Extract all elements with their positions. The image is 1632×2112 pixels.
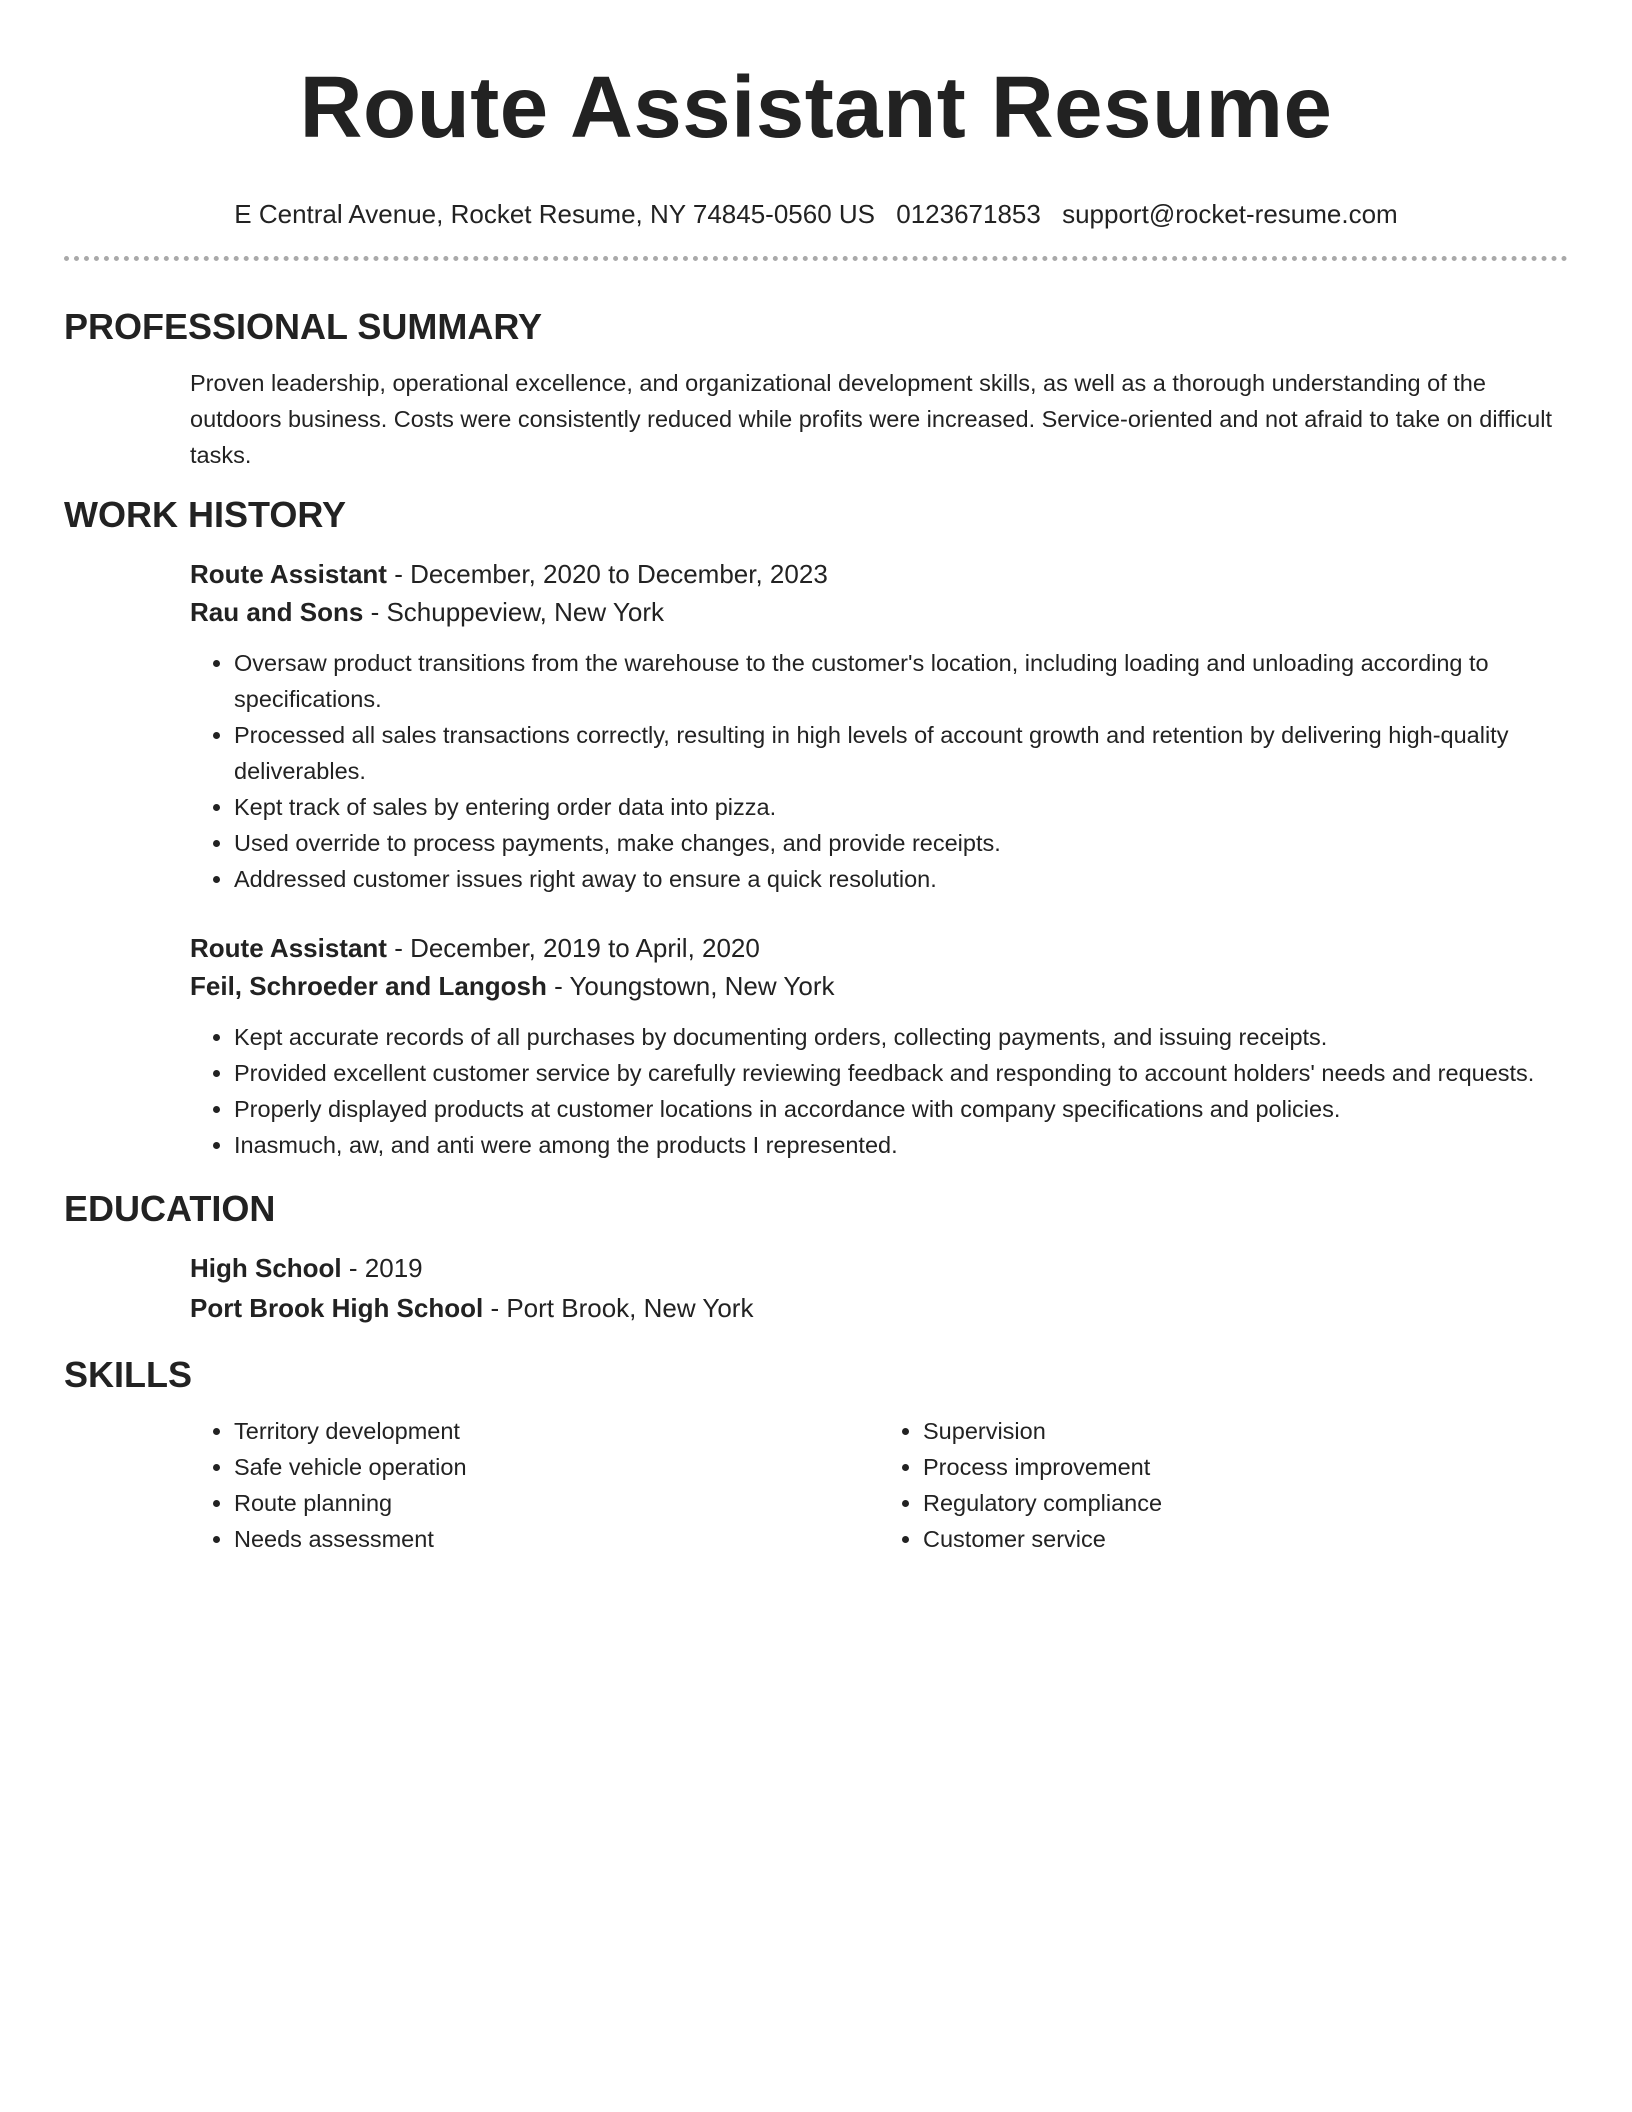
job-bullet: • Addressed customer issues right away to ensure a quick resolution. <box>234 861 1568 897</box>
education-degree: High School <box>190 1253 342 1283</box>
education-school: Port Brook High School <box>190 1293 484 1323</box>
job-title-line <box>190 555 1568 593</box>
skill-item: • Territory development <box>234 1413 879 1449</box>
summary-text: Proven leadership, operational excellence, and organizational development skills, as well as a thorough understanding of the outdoors business. Costs were consistently reduced while profits were increased. Service-oriented and not afraid to take on difficult tasks. <box>190 370 1552 468</box>
job-dates: - December, 2019 to April, 2020 <box>386 933 760 963</box>
education-school-line <box>190 1289 1568 1327</box>
skill-item: • Customer service <box>923 1521 1568 1557</box>
resume-title: Route Assistant Resume <box>299 59 1333 156</box>
skills-list-right <box>879 1413 1568 1557</box>
job-title-line <box>190 929 1568 967</box>
job-bullets <box>190 645 1568 897</box>
skill-item: • Process improvement <box>923 1449 1568 1485</box>
job-entry <box>190 555 1568 897</box>
work-history-section <box>190 555 1568 1163</box>
job-bullet: • Provided excellent customer service by carefully reviewing feedback and responding to account holders' needs and requests. <box>234 1055 1568 1091</box>
job-dates: - December, 2020 to December, 2023 <box>386 559 828 589</box>
education-section <box>190 1249 1568 1327</box>
summary-heading: PROFESSIONAL SUMMARY <box>64 306 543 347</box>
job-title: Route Assistant <box>190 559 387 589</box>
skill-item: • Regulatory compliance <box>923 1485 1568 1521</box>
job-bullet: • Properly displayed products at customer locations in accordance with company specifications and policies. <box>234 1091 1568 1127</box>
job-company-line <box>190 593 1568 631</box>
job-entry <box>190 929 1568 1163</box>
job-bullet: • Oversaw product transitions from the warehouse to the customer's location, including loading and unloading according to specifications. <box>234 645 1568 717</box>
job-bullets <box>190 1019 1568 1163</box>
skill-item: • Route planning <box>234 1485 879 1521</box>
header-divider <box>64 256 1568 261</box>
contact-phone: 0123671853 <box>896 199 1041 229</box>
contact-email: support@rocket-resume.com <box>1062 199 1398 229</box>
education-year: - 2019 <box>341 1253 423 1283</box>
contact-address: E Central Avenue, Rocket Resume, NY 74845-0560 US <box>234 199 876 229</box>
contact-line <box>64 198 1568 230</box>
education-degree-line <box>190 1249 1568 1287</box>
job-location: - Schuppeview, New York <box>363 597 664 627</box>
education-location: - Port Brook, New York <box>483 1293 754 1323</box>
job-location: - Youngstown, New York <box>546 971 835 1001</box>
skills-list-left <box>190 1413 879 1557</box>
job-bullet: • Kept accurate records of all purchases by documenting orders, collecting payments, and issuing receipts. <box>234 1019 1568 1055</box>
job-company-line <box>190 967 1568 1005</box>
job-company: Feil, Schroeder and Langosh <box>190 971 547 1001</box>
skills-heading: SKILLS <box>64 1354 193 1395</box>
job-title: Route Assistant <box>190 933 387 963</box>
skills-section <box>190 1413 1568 1557</box>
job-bullet: • Inasmuch, aw, and anti were among the products I represented. <box>234 1127 1568 1163</box>
skill-item: • Safe vehicle operation <box>234 1449 879 1485</box>
skill-item: • Supervision <box>923 1413 1568 1449</box>
skill-item: • Needs assessment <box>234 1521 879 1557</box>
summary-section <box>190 365 1568 473</box>
job-company: Rau and Sons <box>190 597 364 627</box>
job-bullet: • Used override to process payments, make changes, and provide receipts. <box>234 825 1568 861</box>
work-history-heading: WORK HISTORY <box>64 494 347 535</box>
job-bullet: • Kept track of sales by entering order data into pizza. <box>234 789 1568 825</box>
job-bullet: • Processed all sales transactions correctly, resulting in high levels of account growth and retention by delivering high-quality deliverables. <box>234 717 1568 789</box>
education-heading: EDUCATION <box>64 1188 276 1229</box>
